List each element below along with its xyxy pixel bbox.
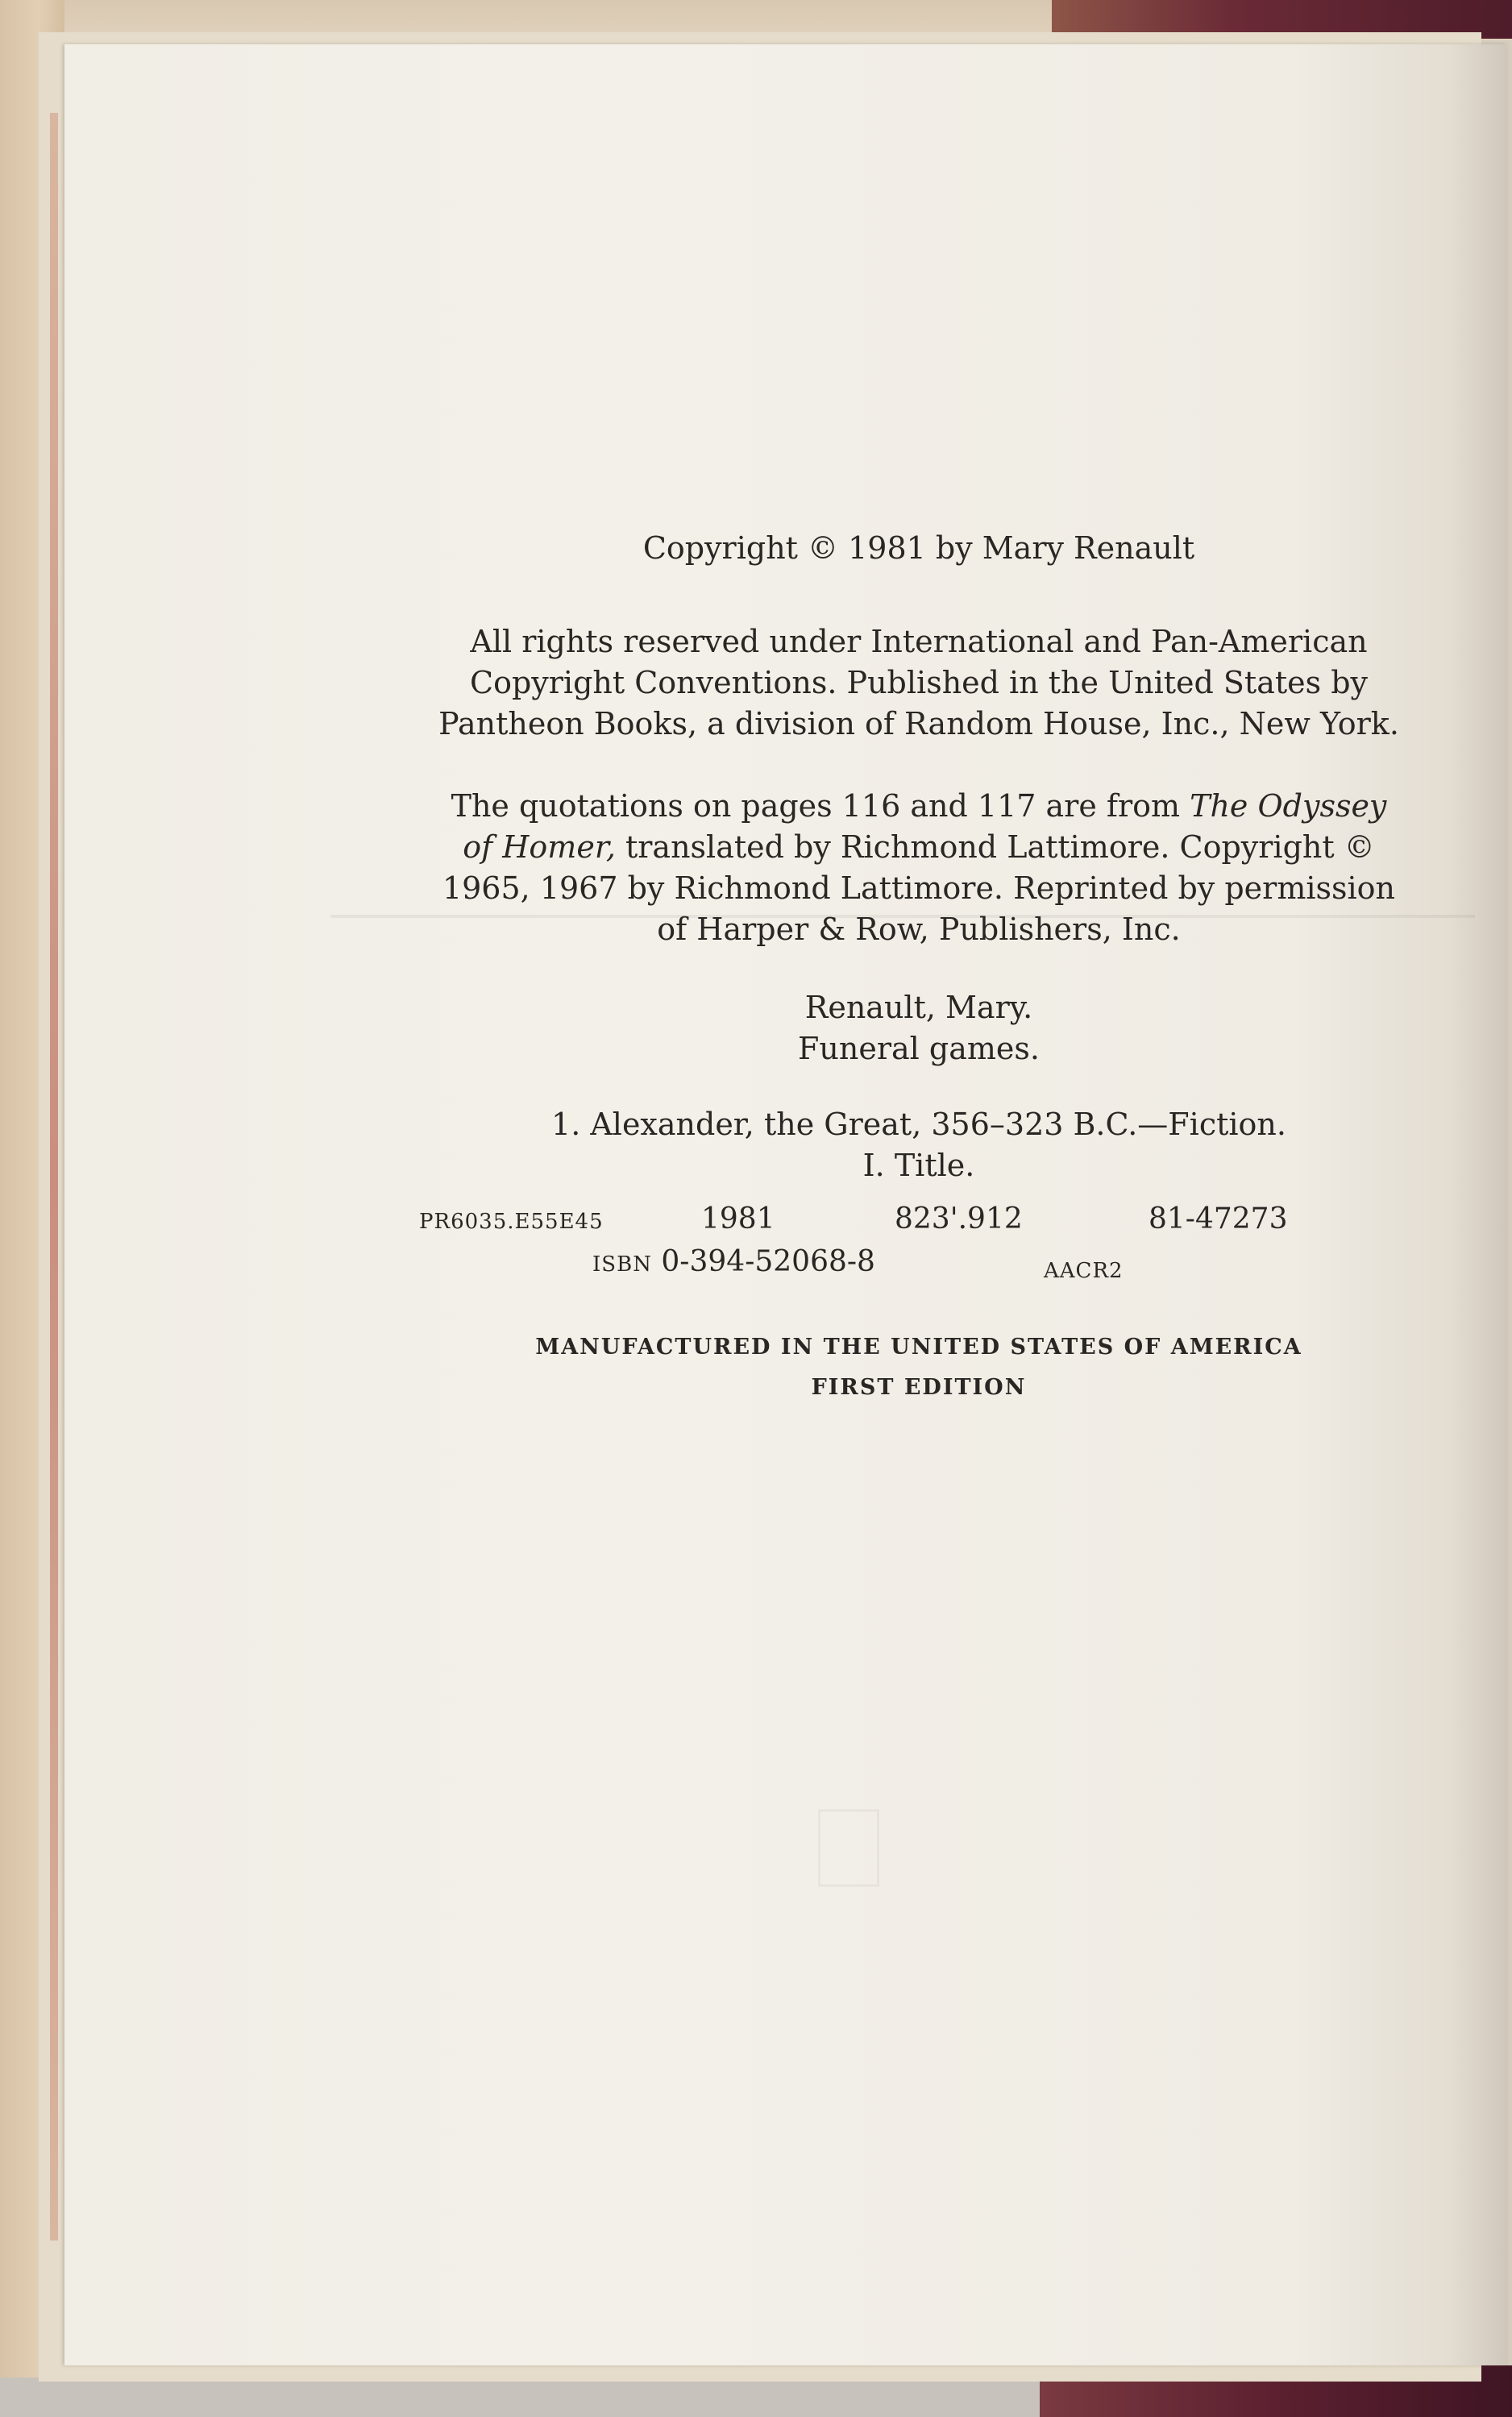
quotation-line-3: 1965, 1967 by Richmond Lattimore. Reprinted by permission [442,870,1396,906]
isbn-label: ISBN [592,1252,652,1277]
cip-dewey: 823'.912 [895,1202,1023,1235]
cip-heading-block [371,987,1467,1069]
cip-author: Renault, Mary. [804,990,1033,1025]
rights-paragraph [371,621,1467,745]
isbn-number: 0-394-52068-8 [661,1245,875,1278]
edition-line: FIRST EDITION [811,1375,1027,1400]
manufactured-line: MANUFACTURED IN THE UNITED STATES OF AMERICA [535,1335,1302,1360]
rights-line-2: Copyright Conventions. Published in the United States by [470,665,1368,700]
cip-lccn: 81-47273 [1149,1202,1288,1235]
show-through-emblem [818,1809,879,1887]
cip-title-entry: I. Title. [862,1148,975,1183]
cip-aacr: AACR2 [1044,1259,1124,1283]
quotation-line-2-rest: translated by Richmond Lattimore. Copyright © [615,829,1375,865]
quotation-work-title-2: of Homer, [463,829,616,865]
imprint-block [371,1327,1467,1408]
cip-subject-block [371,1104,1467,1186]
rights-line-1: All rights reserved under International and Pan-American [470,624,1368,659]
endpaper-edge [50,113,58,2241]
rights-line-3: Pantheon Books, a division of Random House, Inc., New York. [438,706,1399,741]
cip-call-number: PR6035.E55E45 [419,1210,604,1234]
quotation-line-2 [371,827,1467,868]
quotation-paragraph [371,786,1467,950]
cip-isbn-row [592,1245,875,1278]
copyright-block [371,528,1467,569]
cip-subject: 1. Alexander, the Great, 356–323 B.C.—Fiction. [551,1107,1286,1142]
quotation-line-1-prefix: The quotations on pages 116 and 117 are from [451,788,1190,824]
quotation-work-title-1: The Odyssey [1190,788,1387,824]
copyright-page [64,44,1507,2365]
quotation-line-1 [371,786,1467,827]
copyright-line: Copyright © 1981 by Mary Renault [642,530,1195,566]
cip-year: 1981 [701,1202,775,1235]
cip-title: Funeral games. [798,1031,1040,1066]
quotation-line-4: of Harper & Row, Publishers, Inc. [657,912,1181,947]
